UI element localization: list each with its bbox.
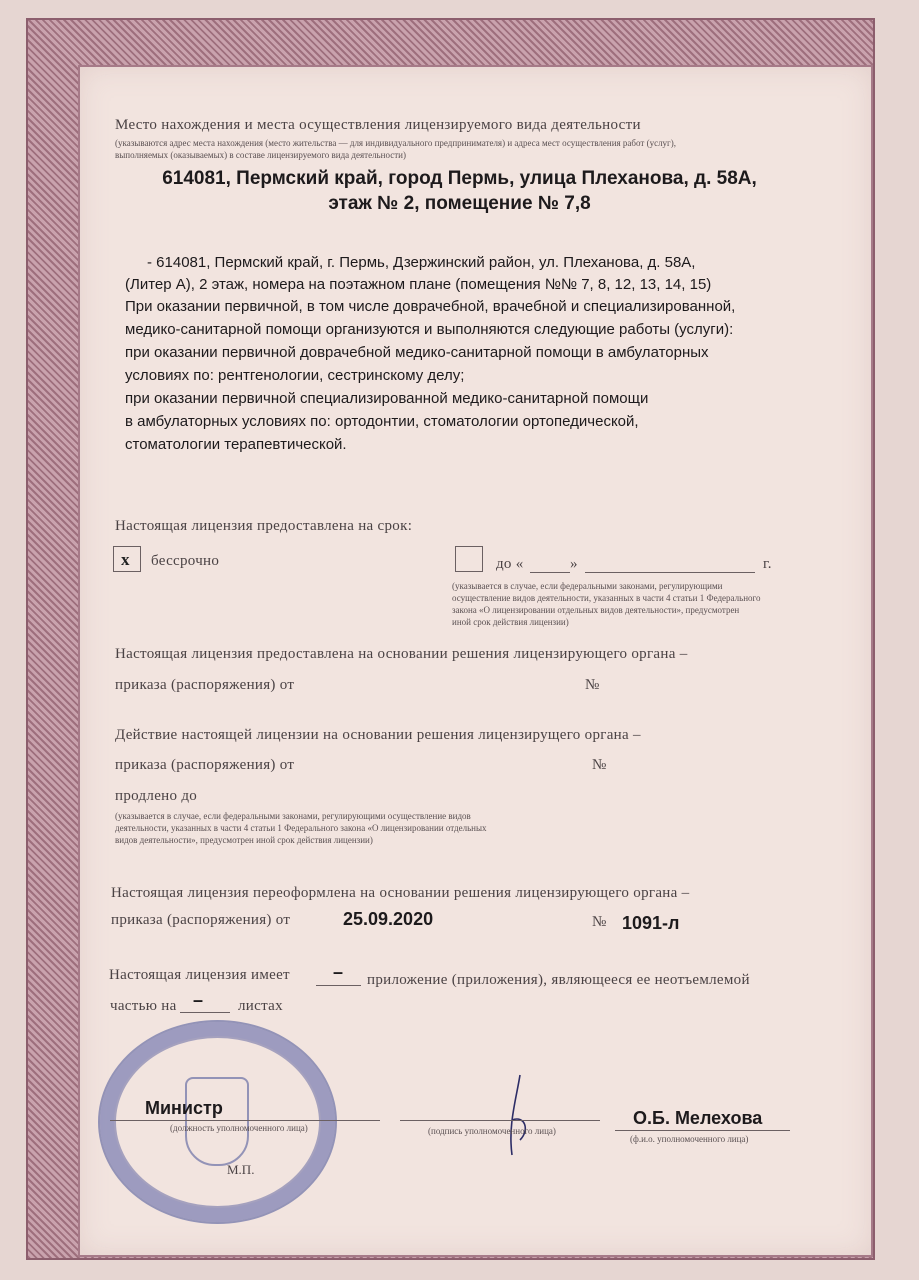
details-line-2: (Литер А), 2 этаж, номера на поэтажном плане (помещения №№ 7, 8, 12, 13, 14, 15)	[125, 276, 712, 293]
basis-line-1: Настоящая лицензия предоставлена на основании решения лицензирующего органа –	[115, 646, 688, 662]
reissue-number-sign: №	[592, 914, 607, 930]
location-note-1: (указываются адрес места нахождения (место жительства — для индивидуального предпринимателя) и адреса мест осуществления работ (услуг),	[115, 138, 676, 148]
basis-line-2: приказа (распоряжения) от	[115, 677, 295, 693]
signature-line	[400, 1120, 600, 1121]
appendix-sheets-line	[180, 1012, 230, 1013]
extension-line-2: приказа (распоряжения) от	[115, 757, 295, 773]
extension-number-sign: №	[592, 757, 607, 773]
seal-note: М.П.	[227, 1162, 255, 1177]
location-note-2: выполняемых (оказываемых) в составе лицензируемого вида деятельности)	[115, 150, 406, 160]
reissue-number: 1091-л	[622, 913, 680, 933]
appendix-sheets: –	[193, 990, 204, 1010]
reissue-line-1: Настоящая лицензия переоформлена на основании решения лицензирующего органа –	[111, 885, 690, 901]
term-note-3: закона «О лицензировании отдельных видов деятельности», предусмотрен	[452, 605, 740, 615]
location-heading: Место нахождения и места осуществления лицензируемого вида деятельности	[115, 117, 641, 133]
official-seal	[98, 1020, 337, 1224]
term-heading: Настоящая лицензия предоставлена на срок:	[115, 518, 413, 534]
basis-number-sign: №	[585, 677, 600, 693]
appendix-count-line	[316, 985, 361, 986]
handwritten-signature	[490, 1070, 550, 1160]
reissue-line-2: приказа (распоряжения) от	[111, 912, 291, 928]
coat-of-arms-emblem	[185, 1077, 249, 1166]
appendix-line-2-start: частью на	[110, 998, 177, 1014]
until-checkbox	[455, 546, 483, 572]
name-line	[615, 1130, 790, 1131]
term-note-4: иной срок действия лицензии)	[452, 617, 569, 627]
appendix-line-2-end: листах	[238, 998, 283, 1014]
extension-note-3: видов деятельности», предусмотрен иной срок действия лицензии)	[115, 835, 373, 845]
term-note-1: (указывается в случае, если федеральными законами, регулирующими	[452, 581, 723, 591]
extension-note-1: (указывается в случае, если федеральными законами, регулирующими осуществление видов	[115, 811, 471, 821]
until-year-suffix: г.	[763, 556, 772, 572]
extension-line-1: Действие настоящей лицензии на основании решения лицензирущего органа –	[115, 727, 641, 743]
extension-note-2: деятельности, указанных в части 4 статьи 1 Федерального закона «О лицензировании отдельных	[115, 823, 487, 833]
unlimited-label: бессрочно	[151, 553, 220, 569]
details-line-7: при оказании первичной специализированной медико-санитарной помощи	[125, 390, 649, 407]
appendix-line-1-start: Настоящая лицензия имеет	[109, 967, 290, 983]
appendix-line-1-end: приложение (приложения), являющееся ее неотъемлемой	[367, 972, 750, 988]
until-day-line	[530, 572, 570, 573]
until-date-line	[585, 572, 755, 573]
until-label: до «	[496, 556, 524, 572]
details-line-6: условиях по: рентгенологии, сестринскому делу;	[125, 367, 465, 384]
until-mid: »	[570, 556, 578, 572]
signer-position: Министр	[145, 1098, 223, 1118]
details-line-3: При оказании первичной, в том числе доврачебной, врачебной и специализированной,	[125, 298, 736, 315]
position-line	[110, 1120, 380, 1121]
details-line-1: - 614081, Пермский край, г. Пермь, Дзержинский район, ул. Плеханова, д. 58А,	[147, 254, 696, 271]
details-line-9: стоматологии терапевтической.	[125, 436, 347, 453]
signature-note: (подпись уполномоченного лица)	[428, 1126, 556, 1136]
unlimited-checkbox	[113, 546, 141, 572]
name-note: (ф.и.о. уполномоченного лица)	[630, 1134, 749, 1144]
details-line-5: при оказании первичной доврачебной медико-санитарной помощи в амбулаторных	[125, 344, 709, 361]
reissue-date: 25.09.2020	[343, 909, 434, 929]
term-note-2: осуществление видов деятельности, указанных в части 4 статьи 1 Федерального	[452, 593, 761, 603]
details-line-8: в амбулаторных условиях по: ортодонтии, стоматологии ортопедической,	[125, 413, 639, 430]
signer-name: О.Б. Мелехова	[633, 1108, 763, 1128]
address-line-1: 614081, Пермский край, город Пермь, улица Плеханова, д. 58А,	[162, 168, 757, 189]
checkbox-mark: х	[121, 550, 130, 569]
details-line-4: медико-санитарной помощи организуются и выполняются следующие работы (услуги):	[125, 321, 734, 338]
position-note: (должность уполномоченного лица)	[170, 1123, 308, 1133]
extension-line-3: продлено до	[115, 788, 198, 804]
appendix-count: –	[333, 962, 344, 982]
address-line-2: этаж № 2, помещение № 7,8	[328, 193, 591, 214]
